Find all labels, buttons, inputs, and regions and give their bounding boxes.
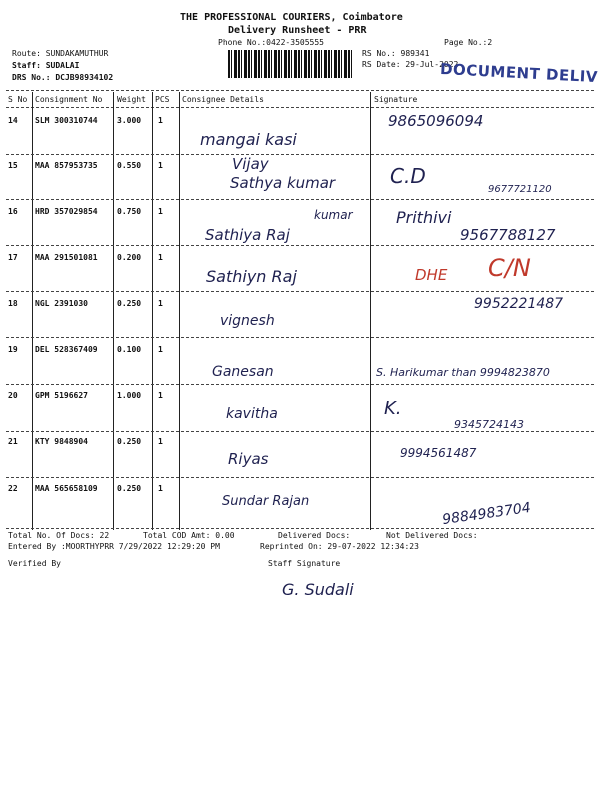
barcode (228, 50, 354, 78)
column-divider (179, 92, 180, 530)
row-sno: 19 (8, 345, 18, 354)
signature-handwriting: 9952221487 (474, 296, 564, 312)
row-divider (6, 337, 594, 338)
staff-signature-handwriting: G. Sudali (282, 580, 354, 599)
row-consignment: HRD 357029854 (35, 207, 98, 216)
row-weight: 1.000 (117, 391, 142, 400)
consignee-handwriting: Sathiya Raj (205, 226, 290, 244)
row-divider (6, 528, 594, 529)
row-weight: 0.550 (117, 161, 142, 170)
rs-number: RS No.: 989341 (362, 49, 430, 58)
row-pcs: 1 (158, 161, 163, 170)
column-divider (113, 92, 114, 530)
row-pcs: 1 (158, 253, 163, 262)
column-divider (152, 92, 153, 530)
row-consignment: MAA 857953735 (35, 161, 98, 170)
consignee-handwriting: Ganesan (212, 364, 274, 380)
not-delivered-docs: Not Delivered Docs: (386, 531, 478, 540)
row-consignment: MAA 565658109 (35, 484, 98, 493)
row-pcs: 1 (158, 207, 163, 216)
page-number: Page No.:2 (444, 38, 493, 47)
row-pcs: 1 (158, 345, 163, 354)
signature-handwriting: S. Harikumar than 9994823870 (376, 366, 550, 379)
consignee-handwriting: Sathiyn Raj (206, 267, 297, 286)
row-weight: 0.250 (117, 299, 142, 308)
row-consignment: NGL 2391030 (35, 299, 88, 308)
verified-by: Verified By (8, 559, 61, 568)
route: Route: SUNDAKAMUTHUR (12, 49, 109, 58)
row-consignment: KTY 9848904 (35, 437, 88, 446)
row-sno: 18 (8, 299, 18, 308)
row-divider (6, 199, 594, 200)
delivered-docs: Delivered Docs: (278, 531, 351, 540)
entered-by: Entered By :MOORTHYPRR 7/29/2022 12:29:20 PM (8, 542, 220, 551)
col-signature: Signature (374, 95, 418, 104)
column-divider (32, 92, 33, 530)
row-weight: 0.100 (117, 345, 142, 354)
row-consignment: DEL 528367409 (35, 345, 98, 354)
col-consignment: Consignment No (35, 95, 103, 104)
row-divider (6, 477, 594, 478)
document-delivery-stamp: DOCUMENT DELIV (439, 59, 599, 87)
row-sno: 16 (8, 207, 18, 216)
signature-handwriting: 9567788127 (460, 226, 556, 244)
row-consignment: MAA 291501081 (35, 253, 98, 262)
column-divider (370, 92, 371, 530)
signature-handwriting: Prithivi (396, 208, 452, 227)
row-sno: 21 (8, 437, 18, 446)
row-pcs: 1 (158, 484, 163, 493)
col-sno: S No (8, 95, 28, 104)
row-divider (6, 431, 594, 432)
col-consignee: Consignee Details (182, 95, 264, 104)
row-weight: 3.000 (117, 116, 142, 125)
signature-handwriting: 9677721120 (488, 184, 552, 195)
row-consignment: GPM 5196627 (35, 391, 88, 400)
row-weight: 0.250 (117, 484, 142, 493)
staff: Staff: SUDALAI (12, 61, 80, 70)
signature-handwriting: C.D (390, 164, 426, 188)
row-sno: 20 (8, 391, 18, 400)
consignee-handwriting: vignesh (220, 313, 275, 329)
col-pcs: PCS (155, 95, 170, 104)
row-divider (6, 154, 594, 155)
consignee-handwriting: Riyas (228, 450, 269, 468)
signature-handwriting: K. (384, 398, 402, 419)
staff-signature-label: Staff Signature (268, 559, 341, 568)
reprinted-on: Reprinted On: 29-07-2022 12:34:23 (260, 542, 419, 551)
company-name: THE PROFESSIONAL COURIERS, Coimbatore (180, 12, 403, 23)
row-consignment: SLM 300310744 (35, 116, 98, 125)
consignee-handwriting: Sathya kumar (230, 174, 336, 192)
row-sno: 15 (8, 161, 18, 170)
drs-number: DRS No.: DCJB98934102 (12, 73, 114, 82)
signature-handwriting: 9865096094 (388, 112, 484, 130)
row-sno: 17 (8, 253, 18, 262)
consignee-handwriting: Vijay (232, 155, 269, 173)
row-pcs: 1 (158, 437, 163, 446)
document-title: Delivery Runsheet - PRR (228, 25, 367, 36)
phone-number: Phone No.:0422-3505555 (218, 38, 324, 47)
consignee-handwriting: Sundar Rajan (222, 494, 310, 509)
row-sno: 22 (8, 484, 18, 493)
signature-handwriting: C/N (488, 254, 531, 282)
row-sno: 14 (8, 116, 18, 125)
total-docs: Total No. Of Docs: 22 (8, 531, 110, 540)
signature-handwriting: 9345724143 (454, 418, 524, 431)
row-pcs: 1 (158, 299, 163, 308)
row-pcs: 1 (158, 116, 163, 125)
col-weight: Weight (117, 95, 146, 104)
consignee-handwriting: kumar (314, 208, 353, 222)
total-cod: Total COD Amt: 0.00 (143, 531, 235, 540)
divider (6, 107, 594, 108)
row-weight: 0.200 (117, 253, 142, 262)
divider (6, 90, 594, 91)
signature-handwriting: DHE (415, 266, 448, 284)
row-pcs: 1 (158, 391, 163, 400)
signature-handwriting: 9884983704 (441, 499, 532, 529)
consignee-handwriting: mangai kasi (200, 130, 297, 149)
row-weight: 0.250 (117, 437, 142, 446)
signature-handwriting: 9994561487 (400, 446, 477, 460)
row-divider (6, 291, 594, 292)
row-divider (6, 245, 594, 246)
row-divider (6, 384, 594, 385)
row-weight: 0.750 (117, 207, 142, 216)
consignee-handwriting: kavitha (226, 406, 278, 422)
rs-date: RS Date: 29-Jul-2022 (362, 60, 459, 69)
